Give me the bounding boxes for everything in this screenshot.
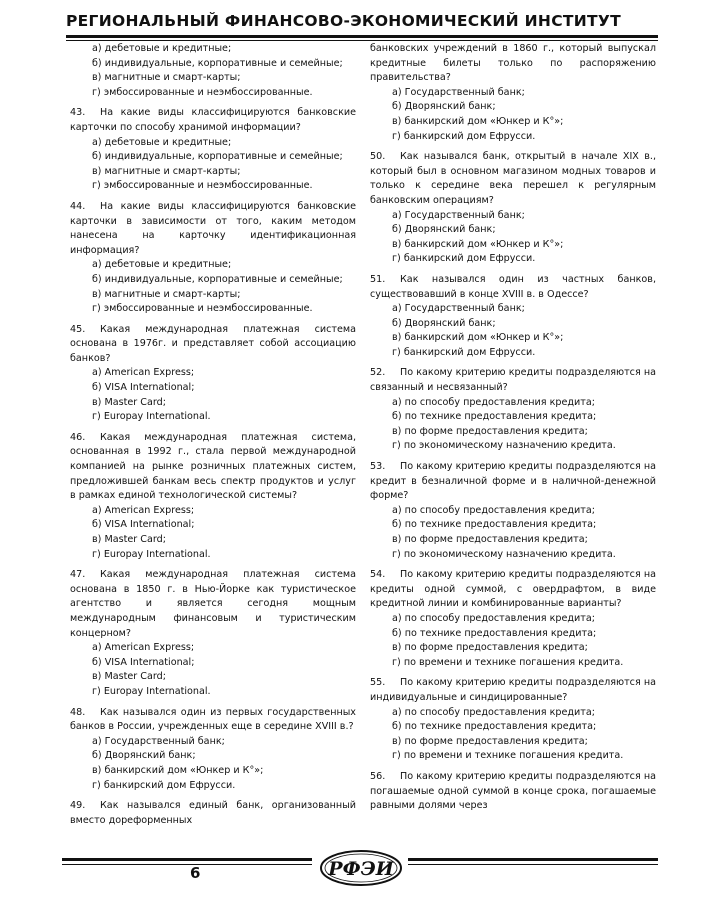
answer-option: а) Государственный банк;: [392, 303, 525, 315]
answer-option: в) банкирский дом «Юнкер и К°»;: [392, 115, 564, 127]
footer-rule-right-thick: [408, 858, 658, 861]
footer-rule-left-thin: [62, 864, 312, 865]
question-number: 50.: [370, 151, 386, 163]
question-text: [370, 568, 656, 612]
question-number: 56.: [370, 770, 386, 782]
header-rule-thin: [66, 40, 658, 41]
answer-option: г) эмбоссированные и неэмбоссированные.: [92, 180, 313, 192]
question-text: [70, 431, 356, 504]
answer-option: г) по экономическому назначению кредита.: [392, 548, 616, 560]
question-prompt: Как назывался единый банк, организованный вместо дореформенных: [70, 800, 356, 826]
question-prompt: По какому критерию кредиты подразделяются на кредит в безналичной форме и в наличной-денежной форме?: [370, 461, 656, 502]
answer-option: г) эмбоссированные и неэмбоссированные.: [92, 86, 313, 98]
question-block: [370, 568, 656, 670]
answer-option: г) Europay International.: [92, 685, 211, 697]
question-number: 54.: [370, 569, 386, 581]
question-number: 51.: [370, 273, 386, 285]
answer-option: а) Государственный банк;: [92, 735, 225, 747]
question-text: [70, 323, 356, 367]
answer-option: а) по способу предоставления кредита;: [392, 706, 595, 718]
question-prompt: По какому критерию кредиты подразделяются на связанный и несвязанный?: [370, 367, 656, 394]
question-number: 53.: [370, 461, 386, 473]
question-number: 48.: [70, 706, 86, 718]
rfei-logo-icon: [318, 844, 404, 890]
question-text: [370, 150, 656, 208]
answer-option: в) банкирский дом «Юнкер и К°»;: [392, 332, 564, 344]
question-prompt: Как назывался один из первых государственных банков в России, учрежденных еще в середине XVIII в.?: [70, 706, 356, 733]
question-block: [370, 770, 656, 814]
answer-option: в) магнитные и смарт-карты;: [92, 72, 241, 84]
answer-option: г) по экономическому назначению кредита.: [392, 440, 616, 452]
answer-option: а) дебетовые и кредитные;: [92, 259, 232, 271]
answer-option: в) магнитные и смарт-карты;: [92, 165, 241, 177]
question-block: [70, 42, 356, 100]
answer-option: а) American Express;: [92, 504, 195, 516]
question-text: [370, 366, 656, 395]
answer-option: в) по форме предоставления кредита;: [392, 534, 588, 545]
answer-option: б) VISA International;: [92, 382, 195, 394]
answer-option: в) Master Card;: [92, 534, 166, 545]
answer-option: в) банкирский дом «Юнкер и К°»;: [92, 764, 264, 776]
question-number: 44.: [70, 200, 86, 212]
question-prompt: банковских учреждений в 1860 г., который выпускал кредитные билеты только по распоряжению правительства?: [370, 43, 656, 84]
question-block: [70, 568, 356, 699]
question-block: [370, 42, 656, 144]
question-number: 52.: [370, 367, 386, 379]
question-block: [370, 273, 656, 361]
answer-option: в) Master Card;: [92, 671, 166, 683]
answer-option: г) эмбоссированные и неэмбоссированные.: [92, 303, 313, 315]
question-block: [70, 799, 356, 828]
header-rule-thick: [66, 35, 658, 38]
question-block: [370, 150, 656, 267]
question-block: [70, 106, 356, 194]
answer-option: б) по технике предоставления кредита;: [392, 627, 597, 639]
question-prompt: Как назывался банк, открытый в начале XIX в., который был в основном магазином модных товаров и только к середине века перешел к регулярным банковским операциям?: [370, 151, 656, 206]
question-text: [70, 706, 356, 735]
question-prompt: На какие виды классифицируются банковские карточки в зависимости от того, каким методом нанесена на карточку идентификационная информация?: [70, 200, 356, 256]
answer-option: а) дебетовые и кредитные;: [92, 43, 232, 54]
answer-option: б) индивидуальные, корпоративные и семейные;: [92, 57, 343, 69]
question-prompt: По какому критерию кредиты подразделяются на индивидуальные и синдицированные?: [370, 677, 656, 703]
answer-option: б) индивидуальные, корпоративные и семейные;: [92, 151, 343, 163]
answer-option: а) Государственный банк;: [392, 209, 525, 221]
answer-option: в) по форме предоставления кредита;: [392, 425, 588, 437]
question-text: [370, 42, 656, 86]
question-text: [70, 200, 356, 258]
answer-option: г) по времени и технике погашения кредита.: [392, 750, 624, 762]
answer-option: а) по способу предоставления кредита;: [392, 396, 595, 408]
question-prompt: По какому критерию кредиты подразделяются на кредиты одной суммой, с овердрафтом, в виде кредитной линии и комбинированные варианты?: [370, 569, 656, 610]
answer-option: а) по способу предоставления кредита;: [392, 612, 595, 624]
answer-option: в) магнитные и смарт-карты;: [92, 288, 241, 300]
answer-option: б) VISA International;: [92, 656, 195, 668]
answer-option: г) банкирский дом Ефрусси.: [392, 253, 536, 265]
question-block: [370, 460, 656, 562]
answer-option: а) American Express;: [92, 367, 195, 379]
question-block: [70, 431, 356, 562]
question-text: [70, 106, 356, 135]
answer-option: г) банкирский дом Ефрусси.: [92, 779, 236, 791]
page-header-title: РЕГИОНАЛЬНЫЙ ФИНАНСОВО-ЭКОНОМИЧЕСКИЙ ИНСТИТУТ: [66, 12, 622, 30]
svg-text:РФЭИ: РФЭИ: [328, 858, 394, 880]
answer-option: б) Дворянский банк;: [392, 101, 496, 113]
question-block: [70, 323, 356, 425]
question-block: [370, 366, 656, 454]
question-text: [370, 676, 656, 705]
institute-logo: [318, 844, 404, 890]
answer-option: а) дебетовые и кредитные;: [92, 136, 232, 148]
page-number: 6: [190, 864, 201, 882]
answer-option: г) по времени и технике погашения кредита.: [392, 656, 624, 668]
answer-option: г) Europay International.: [92, 548, 211, 560]
question-number: 55.: [370, 677, 386, 689]
right-column: [370, 42, 656, 814]
question-prompt: Какая международная платежная система основана в 1976г. и представляет собой ассоциацию банков?: [70, 323, 356, 364]
question-prompt: Как назывался один из частных банков, существовавший в конце XVIII в. в Одессе?: [370, 273, 656, 300]
question-text: [370, 770, 656, 814]
question-block: [70, 200, 356, 317]
answer-option: а) American Express;: [92, 642, 195, 654]
question-number: 47.: [70, 569, 86, 581]
answer-option: а) Государственный банк;: [392, 86, 525, 98]
footer-rule-right-thin: [408, 864, 658, 865]
answer-option: б) VISA International;: [92, 519, 195, 531]
question-prompt: По какому критерию кредиты подразделяются на погашаемые одной суммой в конце срока, погашаемые равными долями через: [370, 770, 656, 812]
question-number: 46.: [70, 431, 86, 443]
answer-option: в) по форме предоставления кредита;: [392, 642, 588, 654]
question-prompt: Какая международная платежная система, основанная в 1992 г., стала первой международной компанией на рынке розничных платежных систем, предложившей банкам весь спектр продуктов и услуг в рамках единой технологической системы?: [70, 431, 356, 502]
answer-option: б) Дворянский банк;: [392, 224, 496, 236]
answer-option: б) по технике предоставления кредита;: [392, 519, 597, 531]
question-block: [370, 676, 656, 764]
question-text: [370, 460, 656, 504]
question-number: 49.: [70, 800, 86, 812]
question-prompt: Какая международная платежная система основана в 1850 г. в Нью-Йорке как туристическое агентство и является сегодня мощным международным финансовым и туристическим концерном?: [70, 569, 356, 639]
answer-option: в) по форме предоставления кредита;: [392, 735, 588, 747]
question-block: [70, 706, 356, 794]
answer-option: б) Дворянский банк;: [92, 750, 196, 762]
answer-option: в) Master Card;: [92, 396, 166, 408]
question-text: [370, 273, 656, 302]
answer-option: б) индивидуальные, корпоративные и семейные;: [92, 273, 343, 285]
question-text: [70, 568, 356, 641]
answer-option: г) Europay International.: [92, 411, 211, 423]
footer-rule-left-thick: [62, 858, 312, 861]
answer-option: б) по технике предоставления кредита;: [392, 411, 597, 423]
question-number: 43.: [70, 107, 86, 119]
answer-option: б) по технике предоставления кредита;: [392, 721, 597, 733]
question-prompt: На какие виды классифицируются банковские карточки по способу хранимой информации?: [70, 107, 356, 133]
answer-option: а) по способу предоставления кредита;: [392, 504, 595, 516]
left-column: [70, 42, 356, 828]
question-number: 45.: [70, 323, 86, 335]
question-text: [70, 799, 356, 828]
answer-option: г) банкирский дом Ефрусси.: [392, 130, 536, 142]
answer-option: в) банкирский дом «Юнкер и К°»;: [392, 238, 564, 250]
answer-option: б) Дворянский банк;: [392, 317, 496, 329]
answer-option: г) банкирский дом Ефрусси.: [392, 346, 536, 358]
